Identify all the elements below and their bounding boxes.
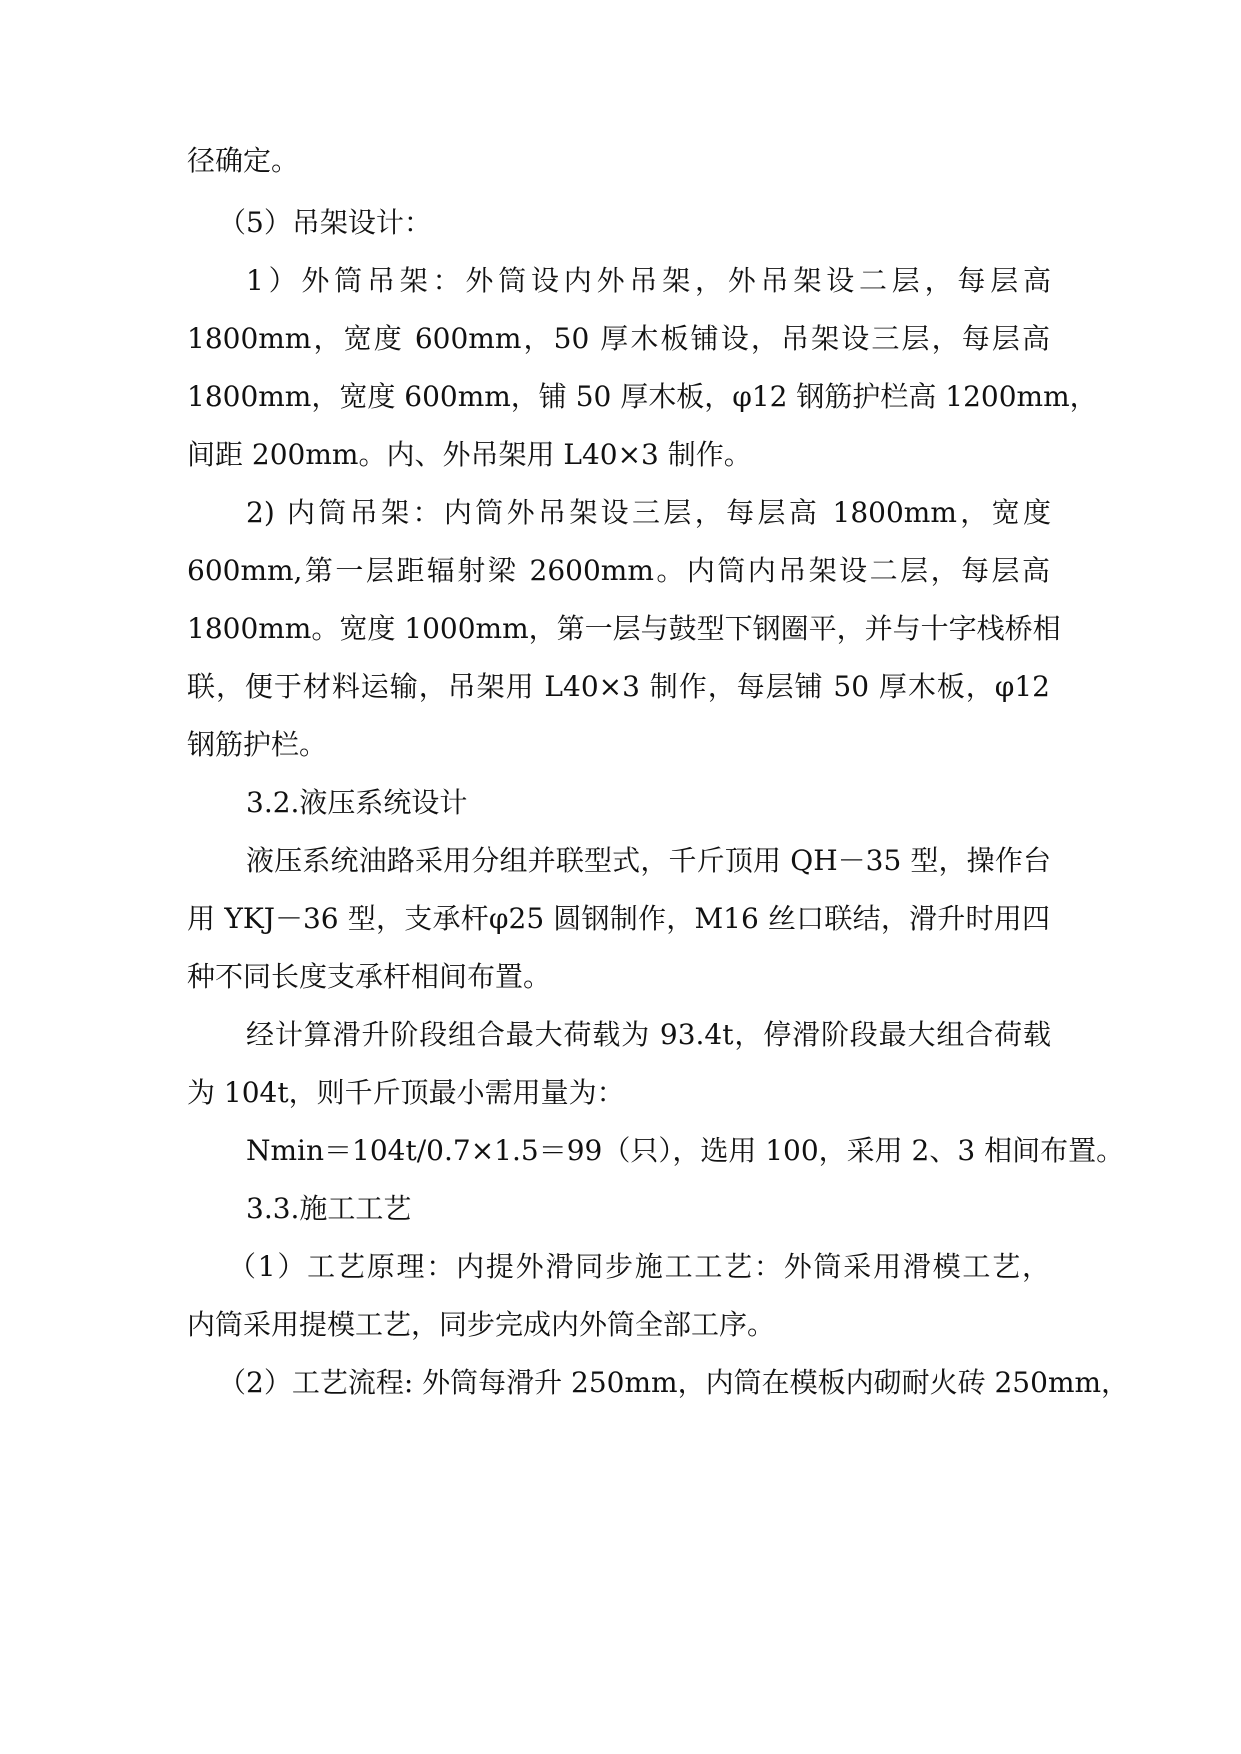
section-heading: （5）吊架设计： (218, 206, 432, 239)
text-line: 1800mm，宽度 600mm，铺 50 厚木板，φ12 钢筋护栏高 1200mm， (187, 380, 1098, 413)
text-line: 1）外筒吊架：外筒设内外吊架，外吊架设二层，每层高 (246, 264, 1051, 297)
text-line: 液压系统油路采用分组并联型式，千斤顶用 QH－35 型，操作台 (246, 844, 1051, 877)
text-line: 600mm,第一层距辐射梁 2600mm。内筒内吊架设二层，每层高 (187, 554, 1050, 587)
text-line: 经计算滑升阶段组合最大荷载为 93.4t，停滑阶段最大组合荷载 (246, 1018, 1051, 1051)
text-line: 1800mm。宽度 1000mm，第一层与鼓型下钢圈平，并与十字栈桥相 (187, 612, 1061, 645)
formula-line: Nmin＝104t/0.7×1.5＝99（只），选用 100，采用 2、3 相间布置。 (246, 1134, 1125, 1167)
text-line: 2) 内筒吊架：内筒外吊架设三层，每层高 1800mm，宽度 (246, 496, 1051, 529)
text-line: （1）工艺原理：内提外滑同步施工工艺：外筒采用滑模工艺， (228, 1250, 1050, 1283)
section-heading: 3.3.施工工艺 (246, 1192, 412, 1225)
text-line: 径确定。 (187, 144, 300, 177)
text-line: 为 104t，则千斤顶最小需用量为： (187, 1076, 625, 1109)
text-line: 1800mm，宽度 600mm，50 厚木板铺设，吊架设三层，每层高 (187, 322, 1050, 355)
text-line: 内筒采用提模工艺，同步完成内外筒全部工序。 (187, 1308, 776, 1341)
section-heading: 3.2.液压系统设计 (246, 786, 468, 819)
text-line: 联，便于材料运输，吊架用 L40×3 制作，每层铺 50 厚木板，φ12 (187, 670, 1050, 703)
text-line: 种不同长度支承杆相间布置。 (187, 960, 552, 993)
text-line: （2）工艺流程: 外筒每滑升 250mm，内筒在模板内砌耐火砖 250mm， (218, 1366, 1130, 1399)
text-line: 用 YKJ－36 型，支承杆φ25 圆钢制作，M16 丝口联结，滑升时用四 (187, 902, 1050, 935)
text-line: 钢筋护栏。 (187, 728, 328, 761)
text-line: 间距 200mm。内、外吊架用 L40×3 制作。 (187, 438, 752, 471)
